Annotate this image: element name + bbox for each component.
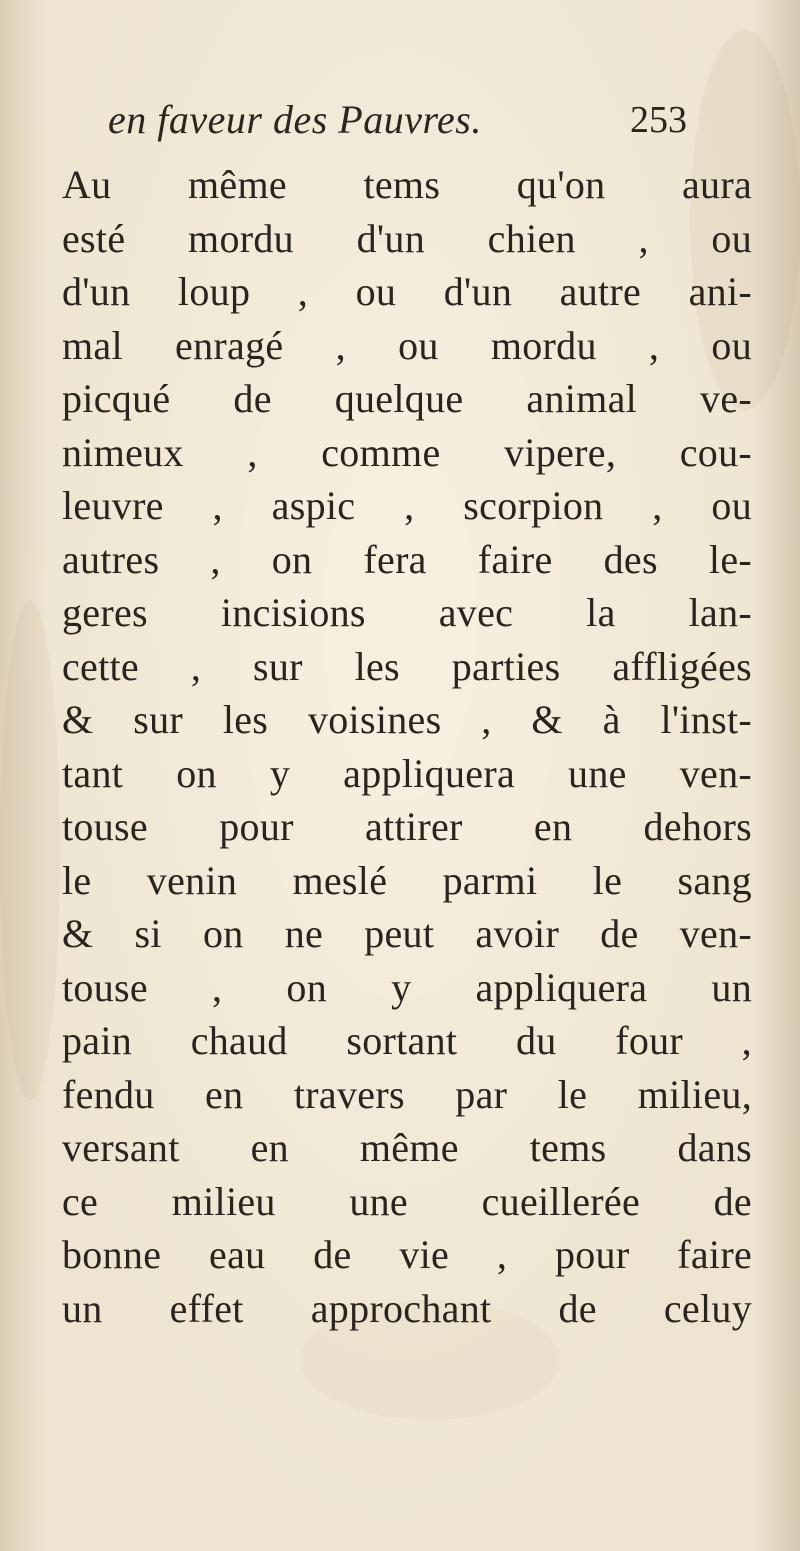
running-title: en faveur des Pauvres. (108, 97, 482, 142)
text-line: mal enragé , ou mordu , ou (62, 322, 752, 368)
text-line: touse pour attirer en dehors (62, 804, 752, 849)
text-line: geres incisions avec la lan- (62, 590, 752, 635)
text-line: leuvre , aspic , scorpion , ou (62, 483, 752, 528)
body-text (62, 158, 752, 1335)
text-line: Au même tems qu'on aura (62, 162, 752, 207)
paper-stain (0, 600, 60, 1100)
text-line: d'un loup , ou d'un autre ani- (62, 269, 752, 314)
text-line: pain chaud sortant du four , (62, 1018, 752, 1063)
text-line: picqué de quelque animal ve- (62, 376, 752, 421)
page-number: 253 (630, 99, 687, 141)
text-line: le venin meslé parmi le sang (62, 857, 752, 903)
text-line: bonne eau de vie , pour faire (62, 1232, 752, 1277)
text-line: ce milieu une cueillerée de (62, 1178, 752, 1224)
text-line: & si on ne peut avoir de ven- (62, 911, 752, 956)
text-line: fendu en travers par le milieu, (62, 1071, 752, 1117)
text-line: & sur les voisines , & à l'inst- (62, 697, 752, 742)
text-line: cette , sur les parties affligées (62, 643, 752, 689)
text-line: tant on y appliquera une ven- (62, 750, 752, 796)
text-line: un effet approchant de celuy (62, 1285, 752, 1331)
text-line: touse , on y appliquera un (62, 964, 752, 1010)
text-line: versant en même tems dans (62, 1125, 752, 1170)
text-line: esté mordu d'un chien , ou (62, 215, 752, 261)
text-line: nimeux , comme vipere, cou- (62, 429, 752, 475)
page-header (0, 96, 800, 156)
text-line: autres , on fera faire des le- (62, 536, 752, 582)
